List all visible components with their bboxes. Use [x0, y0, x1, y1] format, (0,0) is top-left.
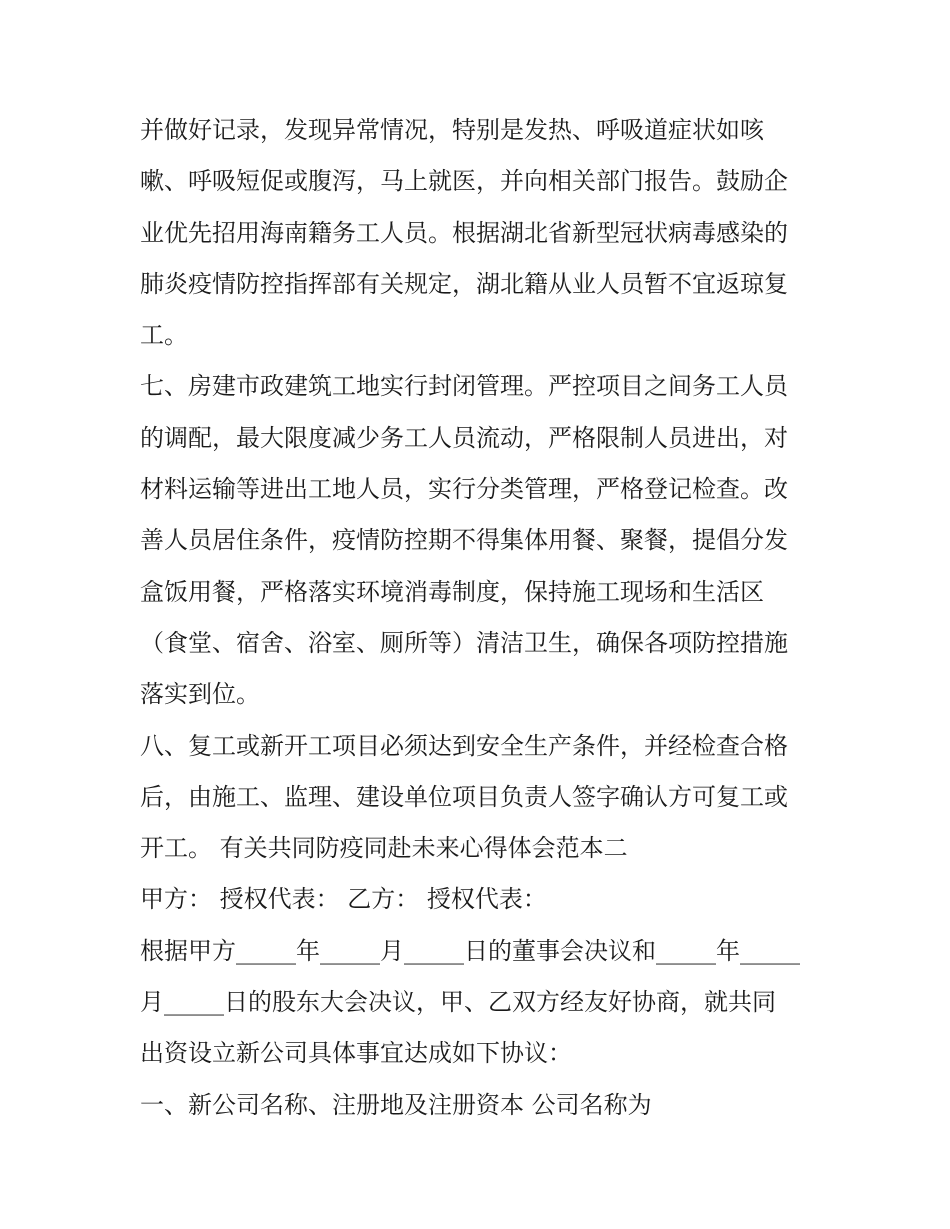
- text-line: 根据甲方_____年_____月_____日的董事会决议和_____年_____: [140, 936, 800, 965]
- text-line: 甲方： 授权代表： 乙方： 授权代表：: [140, 885, 547, 914]
- text-line: 落实到位。: [140, 680, 260, 709]
- text-line: 工。: [140, 321, 188, 350]
- text-line: 开工。 有关共同防疫同赴未来心得体会范本二: [140, 834, 628, 863]
- document-body: [140, 105, 830, 1131]
- text-line: 业优先招用海南籍务工人员。根据湖北省新型冠状病毒感染的: [140, 218, 788, 247]
- text-line: 月_____日的股东大会决议，甲、乙双方经友好协商，就共同: [140, 988, 776, 1017]
- text-line: 盒饭用餐，严格落实环境消毒制度，保持施工现场和生活区: [140, 577, 764, 606]
- text-line: 并做好记录，发现异常情况，特别是发热、呼吸道症状如咳: [140, 116, 764, 144]
- text-line: 七、房建市政建筑工地实行封闭管理。严控项目之间务工人员: [140, 372, 788, 401]
- text-line: 材料运输等进出工地人员，实行分类管理，严格登记检查。改: [140, 475, 788, 504]
- text-line: 八、复工或新开工项目必须达到安全生产条件，并经检查合格: [140, 731, 788, 760]
- text-line: 肺炎疫情防控指挥部有关规定，湖北籍从业人员暂不宜返琼复: [140, 269, 788, 298]
- text-line: 的调配，最大限度减少务工人员流动，严格限制人员进出，对: [140, 423, 788, 452]
- text-line: 善人员居住条件，疫情防控期不得集体用餐、聚餐，提倡分发: [140, 526, 788, 555]
- text-line: 嗽、呼吸短促或腹泻，马上就医，并向相关部门报告。鼓励企: [140, 167, 788, 196]
- text-line: 一、新公司名称、注册地及注册资本 公司名称为: [140, 1090, 652, 1119]
- text-line: （食堂、宿舍、浴室、厕所等）清洁卫生，确保各项防控措施: [140, 628, 788, 657]
- text-line: 后，由施工、监理、建设单位项目负责人签字确认方可复工或: [140, 782, 788, 811]
- text-line: 出资设立新公司具体事宜达成如下协议：: [140, 1039, 572, 1068]
